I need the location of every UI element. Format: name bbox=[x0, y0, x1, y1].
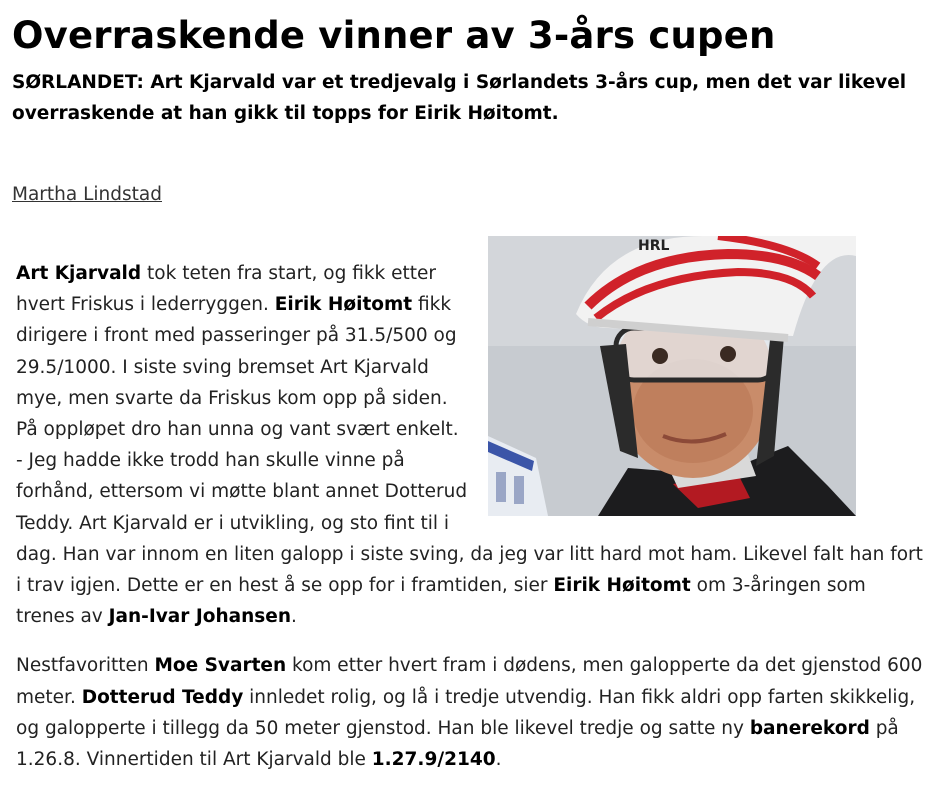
author-link[interactable]: Martha Lindstad bbox=[12, 184, 162, 205]
paragraph-text: . bbox=[495, 749, 502, 771]
horse-name-bold: Art Kjarvald bbox=[16, 263, 142, 284]
driver-portrait-photo bbox=[488, 236, 856, 516]
driver-name-bold: Eirik Høitomt bbox=[553, 575, 691, 597]
portrait-photo-icon bbox=[488, 236, 856, 516]
paragraph-text: innledet rolig, og lå i tredje utvendig. Han fikk aldri opp farten skikkelig, og galopperte i tillegg da 50 meter gjenstod. Han ble likevel tredje og satte ny bbox=[16, 686, 916, 739]
article-body bbox=[16, 238, 928, 775]
trainer-name-bold: Jan-Ivar Johansen bbox=[108, 606, 291, 628]
paragraph-text: tok teten fra start, og fikk etter hvert Friskus i lederryggen. bbox=[16, 263, 437, 316]
paragraph-text: . bbox=[291, 606, 297, 628]
paragraph-text: fikk dirigere i front med passeringer på 31.5/500 og 29.5/1000. I siste sving bremset Art Kjarvald mye, men svarte da Friskus kom opp på siden. På oppløpet dro han unna og vant svært enkelt. bbox=[16, 294, 459, 441]
paragraph-text: Nestfavoritten bbox=[16, 655, 155, 677]
paragraph-text: kom etter hvert fram i dødens, men galopperte da det gjenstod 600 meter. bbox=[16, 655, 923, 708]
article-lead: SØRLANDET: Art Kjarvald var et tredjevalg i Sørlandets 3-års cup, men det var likevel overraskende at han gikk til topps for Eirik Høitomt. bbox=[12, 72, 907, 124]
record-bold: banerekord bbox=[749, 717, 870, 739]
horse-name-bold: Moe Svarten bbox=[154, 655, 287, 677]
winning-time-bold: 1.27.9/2140 bbox=[371, 749, 496, 771]
article-headline: Overraskende vinner av 3-års cupen bbox=[12, 14, 776, 57]
quote-text: - Jeg hadde ikke trodd han skulle vinne på forhånd, ettersom vi møtte blant annet Dotterud Teddy. Art Kjarvald er i utvikling, og sto fint til i dag. Han var innom en liten galopp i siste sving, da jeg var litt hard mot ham. Likevel falt han fort i trav igjen. Dette er en hest å se opp for i framtiden, sier bbox=[16, 450, 923, 597]
helmet-label: HRL bbox=[638, 238, 670, 254]
article-paragraph-2 bbox=[16, 650, 928, 775]
paragraph-text: om 3-åringen som trenes av bbox=[16, 575, 866, 628]
horse-name-bold: Dotterud Teddy bbox=[81, 686, 244, 708]
driver-name-bold: Eirik Høitomt bbox=[274, 294, 413, 316]
paragraph-text: på 1.26.8. Vinnertiden til Art Kjarvald ble bbox=[16, 717, 899, 771]
